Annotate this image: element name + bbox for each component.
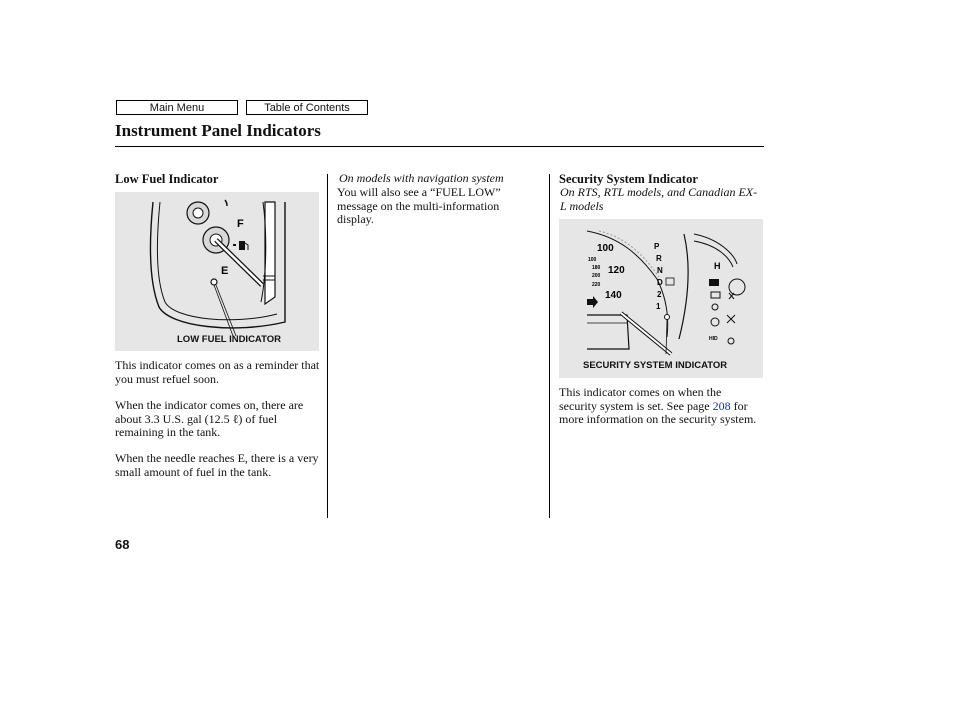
arrow-icon: [587, 296, 598, 308]
instrument-cluster-illustration: [559, 219, 763, 378]
gauge-empty-label: E: [221, 265, 229, 277]
main-menu-button[interactable]: Main Menu: [116, 100, 238, 115]
speed-small-label-180: 180: [592, 265, 601, 271]
gear-label-1: 1: [656, 302, 661, 311]
gear-label-n: N: [657, 266, 663, 275]
column-divider-1: [327, 174, 328, 518]
speed-small-label-220: 220: [592, 282, 601, 288]
low-fuel-indicator-lamp: [211, 279, 217, 285]
gauge-full-label: F: [237, 218, 244, 230]
security-caption: SECURITY SYSTEM INDICATOR: [583, 360, 728, 371]
speed-label-100: 100: [597, 243, 614, 254]
security-paragraph: [559, 386, 759, 427]
speed-small-label-200: 200: [592, 273, 601, 279]
low-fuel-paragraph-1: This indicator comes on as a reminder that you must refuel soon.: [115, 358, 320, 386]
gear-label-p: P: [654, 242, 660, 251]
low-fuel-heading: Low Fuel Indicator: [115, 172, 219, 186]
security-paragraph-text-end: for more information on the security system.: [559, 398, 757, 426]
column-divider-2: [549, 174, 550, 518]
security-system-figure: [559, 219, 763, 378]
page-208-link[interactable]: 208: [712, 398, 731, 413]
hid-icon: HID: [709, 336, 718, 342]
low-fuel-paragraph-3: When the needle reaches E, there is a very small amount of fuel in the tank.: [115, 451, 319, 479]
brake-icon: [711, 318, 719, 326]
low-fuel-caption: LOW FUEL INDICATOR: [177, 334, 281, 345]
low-fuel-paragraph-2: When the indicator comes on, there are about 3.3 U.S. gal (12.5 ℓ) of fuel remaining in the tank.: [115, 398, 304, 439]
temp-hot-label: H: [714, 261, 721, 271]
security-models-note: On RTS, RTL models, and Canadian EX-L models: [560, 185, 758, 213]
table-of-contents-button[interactable]: Table of Contents: [246, 100, 368, 115]
security-paragraph-text: This indicator comes on when the security system is set. See page: [559, 385, 722, 413]
low-fuel-figure: [115, 192, 319, 351]
airbag-icon: [727, 315, 735, 323]
gear-label-r: R: [656, 254, 662, 263]
security-indicator-lamp: [665, 315, 670, 320]
fuel-gauge-illustration: [115, 192, 319, 351]
speed-label-120: 120: [608, 265, 625, 276]
fuel-pump-icon: [233, 241, 248, 250]
security-system-heading: Security System Indicator: [559, 172, 698, 186]
gear-label-d: D: [657, 278, 663, 287]
fuel-cap-icon: [709, 279, 719, 286]
fuel-low-message-paragraph: You will also see a “FUEL LOW” message on the multi-information display.: [337, 185, 501, 226]
title-divider: [115, 146, 764, 147]
wrench-icon: [711, 292, 720, 298]
page-title: Instrument Panel Indicators: [115, 121, 321, 140]
gear-label-2: 2: [657, 290, 662, 299]
navigation-models-note: On models with navigation system: [339, 171, 504, 185]
warning-icon: [712, 304, 718, 310]
tire-icon: [728, 338, 734, 344]
page-number: 68: [115, 537, 130, 552]
speed-label-140: 140: [605, 290, 622, 301]
speed-small-label-100: 100: [588, 257, 597, 263]
